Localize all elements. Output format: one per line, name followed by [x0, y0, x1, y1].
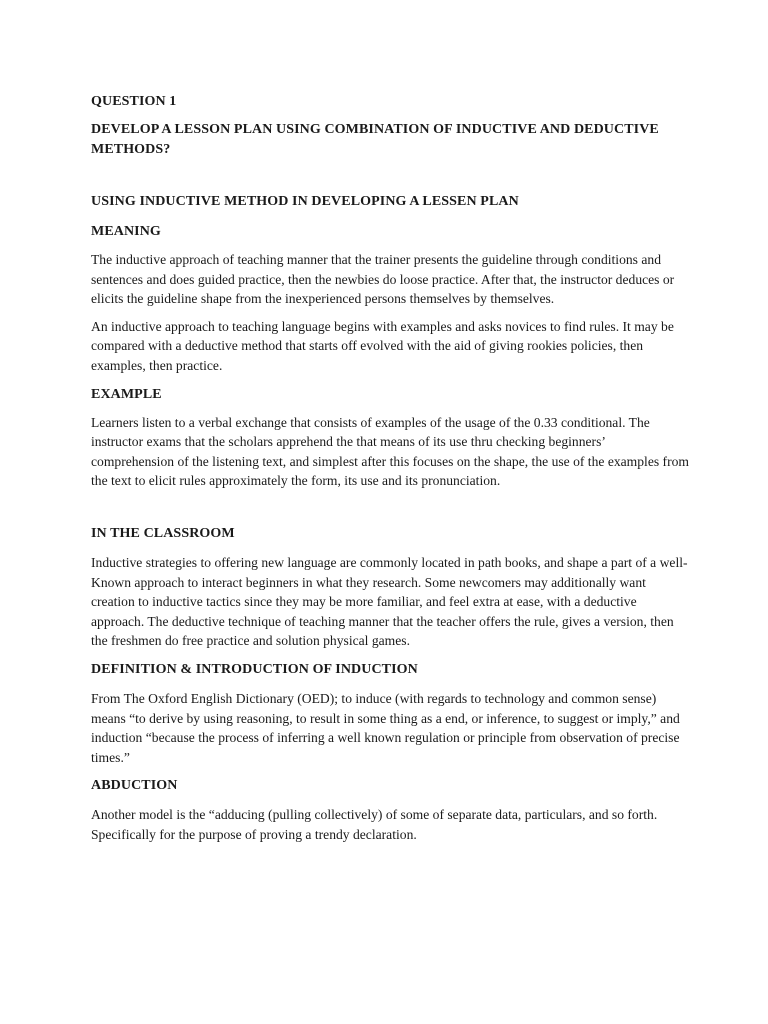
definition-heading: DEFINITION & INTRODUCTION OF INDUCTION	[91, 661, 418, 677]
meaning-heading: MEANING	[91, 224, 161, 239]
definition-paragraph: From The Oxford English Dictionary (OED); to induce (with regards to technology and common sense) means “to derive by using reasoning, to result in some thing as a end, or inference, to suggest or imply,” and induction “because the process of inferring a well known regulation or principle from observation of precise times.”	[91, 690, 680, 765]
document-page	[91, 92, 691, 844]
meaning-paragraph-2: An inductive approach to teaching language begins with examples and asks novices to find rules. It may be compared with a deductive method that starts off evolved with the aid of giving rookies policies, then examples, then practice.	[91, 318, 674, 373]
meaning-paragraph-1: The inductive approach of teaching manner that the trainer presents the guideline through conditions and sentences and does guided practice, then the newbies do loose practice. After that, the instructor deduces or elicits the guideline shape from the inexperienced persons themselves by themselves.	[91, 252, 675, 307]
example-paragraph: Learners listen to a verbal exchange that consists of examples of the usage of the 0.33 conditional. The instructor exams that the scholars apprehend the that means of its use thru checking beginners’ comprehension of the listening text, and simplest after this focuses on the shape, the use of the examples from the text to elicit rules approximately the form, its use and its pronunciation.	[91, 414, 689, 489]
classroom-paragraph: Inductive strategies to offering new language are commonly located in path books, and shape a part of a well-Known approach to interact beginners in what they research. Some newcomers may additionally want creation to inductive tactics since they may be more familiar, and feel extra at ease, with a deductive approach. The deductive technique of teaching manner that the teacher offers the rule, gives a version, then the freshmen do free practice and solution physical games.	[91, 554, 688, 649]
classroom-heading: IN THE CLASSROOM	[91, 525, 235, 541]
abduction-paragraph: Another model is the “adducing (pulling collectively) of some of separate data, particulars, and so forth. Specifically for the purpose of proving a trendy declaration.	[91, 807, 658, 842]
question-text: DEVELOP A LESSON PLAN USING COMBINATION OF INDUCTIVE AND DEDUCTIVE METHODS?	[91, 122, 659, 157]
example-heading: EXAMPLE	[91, 386, 162, 402]
question-title: QUESTION 1	[91, 94, 177, 109]
section-heading: USING INDUCTIVE METHOD IN DEVELOPING A LESSEN PLAN	[91, 194, 519, 209]
abduction-heading: ABDUCTION	[91, 778, 178, 794]
